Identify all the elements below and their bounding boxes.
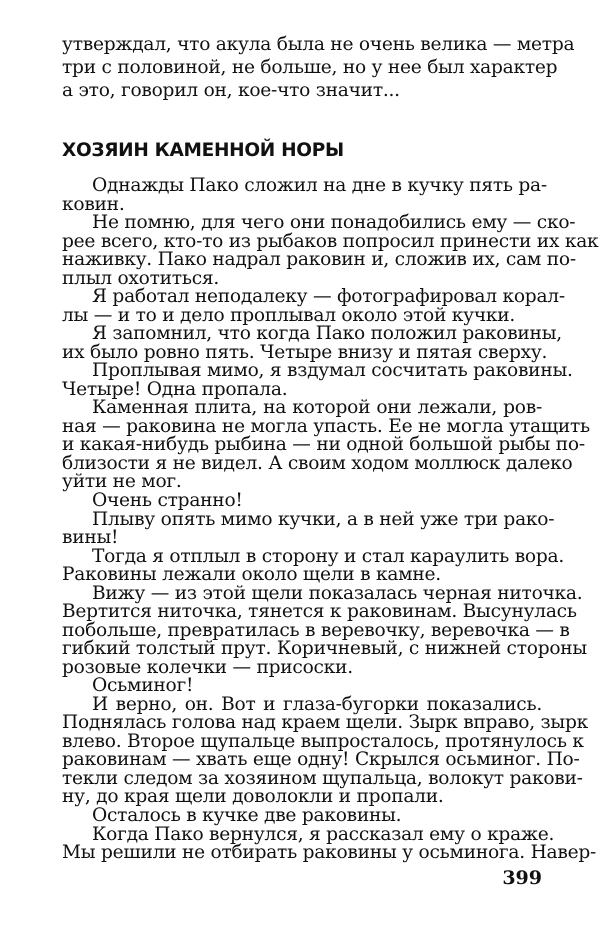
text-line: и какая-нибудь рыбина — ни одной большой рыбы по- [62,434,585,456]
text-line: влево. Второе щупальце выпросталось, протянулось к [62,730,584,752]
text-line: наживку. Пако надрал раковин и, сложив их, сам по- [62,249,576,271]
text-line: Вертится ниточка, тянется к раковинам. Высунулась [62,601,577,623]
text-line: побольше, превратилась в веревочку, веревочка — в [62,619,570,641]
text-line: их было ровно пять. Четыре внизу и пятая сверху. [62,341,548,363]
text-line: ная — раковина не могла упасть. Ее не могла утащить [62,415,590,437]
page-number: 399 [502,867,542,889]
text-line: Четыре! Одна пропала. [62,378,288,400]
text-line: Вижу — из этой щели показалась черная ниточка. [92,582,583,604]
text-line: текли следом за хозяином щупальца, волокут ракови- [62,767,583,789]
text-line: вины! [62,527,119,548]
text-line: Поднялась голова над краем щели. Зырк вправо, зырк [62,712,588,734]
text-line: Однажды Пако сложил на дне в кучку пять ра- [92,175,547,196]
text-line: Не помню, для чего они понадобились ему — ско- [92,212,576,234]
text-line: Проплывая мимо, я вздумал сосчитать раковины. [92,360,573,382]
text-line: а это, говорил он, кое-что значит... [62,80,400,101]
text-line: Раковины лежали около щели в камне. [62,564,441,586]
text-line: близости я не видел. А своим ходом моллюск далеко [62,452,573,474]
text-line: утверждал, что акула была не очень велика — метра [62,34,575,55]
text-line: И верно, он. Вот и глаза-бугорки показались. [92,693,542,715]
section-title: ХОЗЯИН КАМЕННОЙ НОРЫ [62,140,344,161]
text-line: Очень странно! [92,490,243,511]
text-line: Тогда я отплыл в сторону и стал караулить вора. [92,545,565,567]
text-line: ну, до края щели доволокли и пропали. [62,786,444,808]
text-line: Я работал неподалеку — фотографировал корал- [92,286,565,308]
text-line: три с половиной, не больше, но у нее был характер [62,57,558,78]
text-line: гибкий толстый прут. Коричневый, с нижней стороны [62,638,587,660]
text-line: Осьминог! [92,675,194,697]
text-line: Каменная плита, на которой они лежали, ров- [92,397,542,419]
text-line: Осталось в кучке две раковины. [92,804,402,826]
text-line: рее всего, кто-то из рыбаков попросил принести их как [62,230,599,252]
text-line: раковинам — хвать еще одну! Скрылся осьминог. По- [62,749,580,771]
text-line: ковин. [62,193,125,215]
text-line: Когда Пако вернулся, я рассказал ему о краже. [92,823,555,845]
text-line: лы — и то и дело проплывал около этой кучки. [62,304,516,326]
text-line: розовые колечки — присоски. [62,656,353,678]
text-line: Плыву опять мимо кучки, а в ней уже три рако- [92,508,555,530]
text-line: плыл охотиться. [62,267,219,289]
text-line: Я запомнил, что когда Пако положил раковины, [92,323,562,345]
text-line: Мы решили не отбирать раковины у осьминога. Навер- [62,842,597,863]
text-line: уйти не мог. [62,471,182,493]
